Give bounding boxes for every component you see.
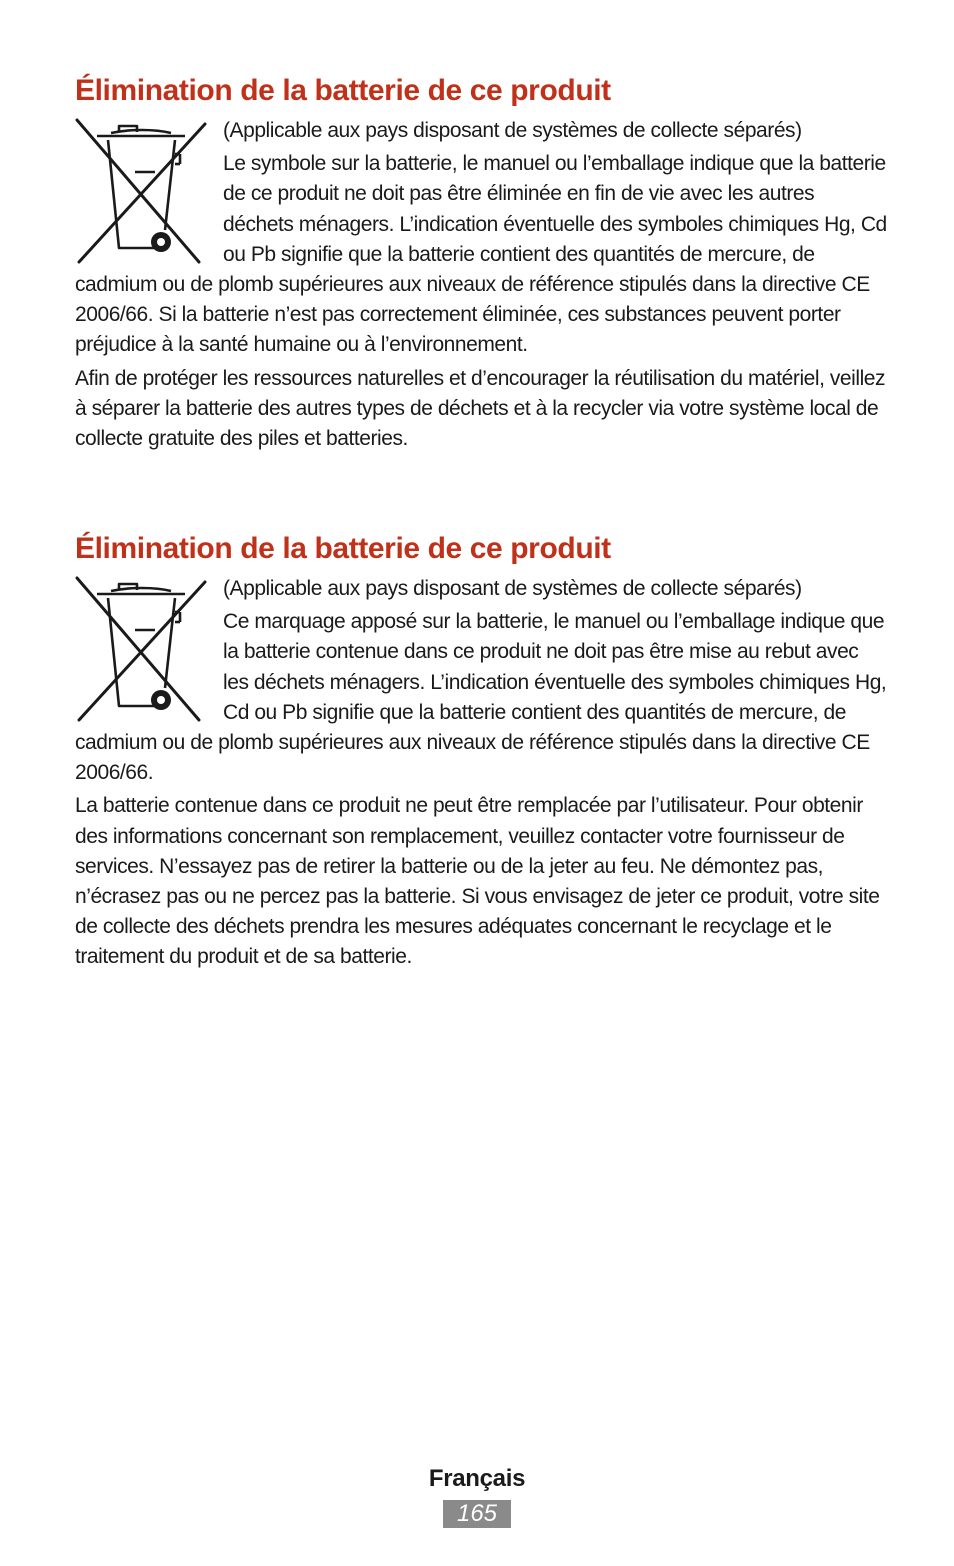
body-paragraph: Ce marquage apposé sur la batterie, le manuel ou l’emballage indique que la batterie contenue dans ce produit ne doit pas être mise au rebut avec les déchets ménagers. L’indication éventuelle des symboles chimiques Hg, Cd ou Pb signifie que la batterie contient des quantités de mercure, de cadmium ou de plomb supérieures aux niveaux de référence stipulés dans la directive CE 2006/66.	[75, 610, 887, 785]
page-number-badge: 165	[443, 1500, 511, 1528]
page-footer	[0, 1462, 954, 1528]
body-paragraph: La batterie contenue dans ce produit ne peut être remplacée par l’utilisateur. Pour obtenir des informations concernant son remplacement, veuillez contacter votre fournisseur de services. N’essayez pas de retirer la batterie ou de la jeter au feu. Ne démontez pas, n’écrasez pas ou ne percez pas la batterie. Si vous envisagez de jeter ce produit, votre site de collecte des déchets prendra les mesures adéquates concernant le recyclage et le traitement du produit et de sa batterie.	[75, 794, 880, 969]
crossed-out-wheelie-bin-icon	[75, 118, 209, 268]
battery-disposal-section-1	[75, 72, 887, 454]
crossed-out-wheelie-bin-icon	[75, 576, 209, 726]
battery-disposal-section-2	[75, 530, 887, 973]
body-paragraph: Afin de protéger les ressources naturelles et d’encourager la réutilisation du matériel, veillez à séparer la batterie des autres types de déchets et à la recycler via votre système local de collecte gratuite des piles et batteries.	[75, 366, 886, 451]
body-paragraph: Le symbole sur la batterie, le manuel ou l’emballage indique que la batterie de ce produit ne doit pas être éliminée en fin de vie avec les autres déchets ménagers. L’indication éventuelle des symboles chimiques Hg, Cd ou Pb signifie que la batterie contient des quantités de mercure, de cadmium ou de plomb supérieures aux niveaux de référence stipulés dans la directive CE 2006/66. Si la batterie n’est pas correctement éliminée, ces substances peuvent porter préjudice à la santé humaine ou à l’environnement.	[75, 152, 887, 357]
applicable-note: (Applicable aux pays disposant de systèmes de collecte séparés)	[223, 119, 802, 142]
footer-language: Français	[428, 1465, 526, 1492]
section-title: Élimination de la batterie de ce produit	[75, 74, 611, 107]
section-title: Élimination de la batterie de ce produit	[75, 532, 611, 565]
applicable-note: (Applicable aux pays disposant de systèmes de collecte séparés)	[223, 577, 802, 600]
